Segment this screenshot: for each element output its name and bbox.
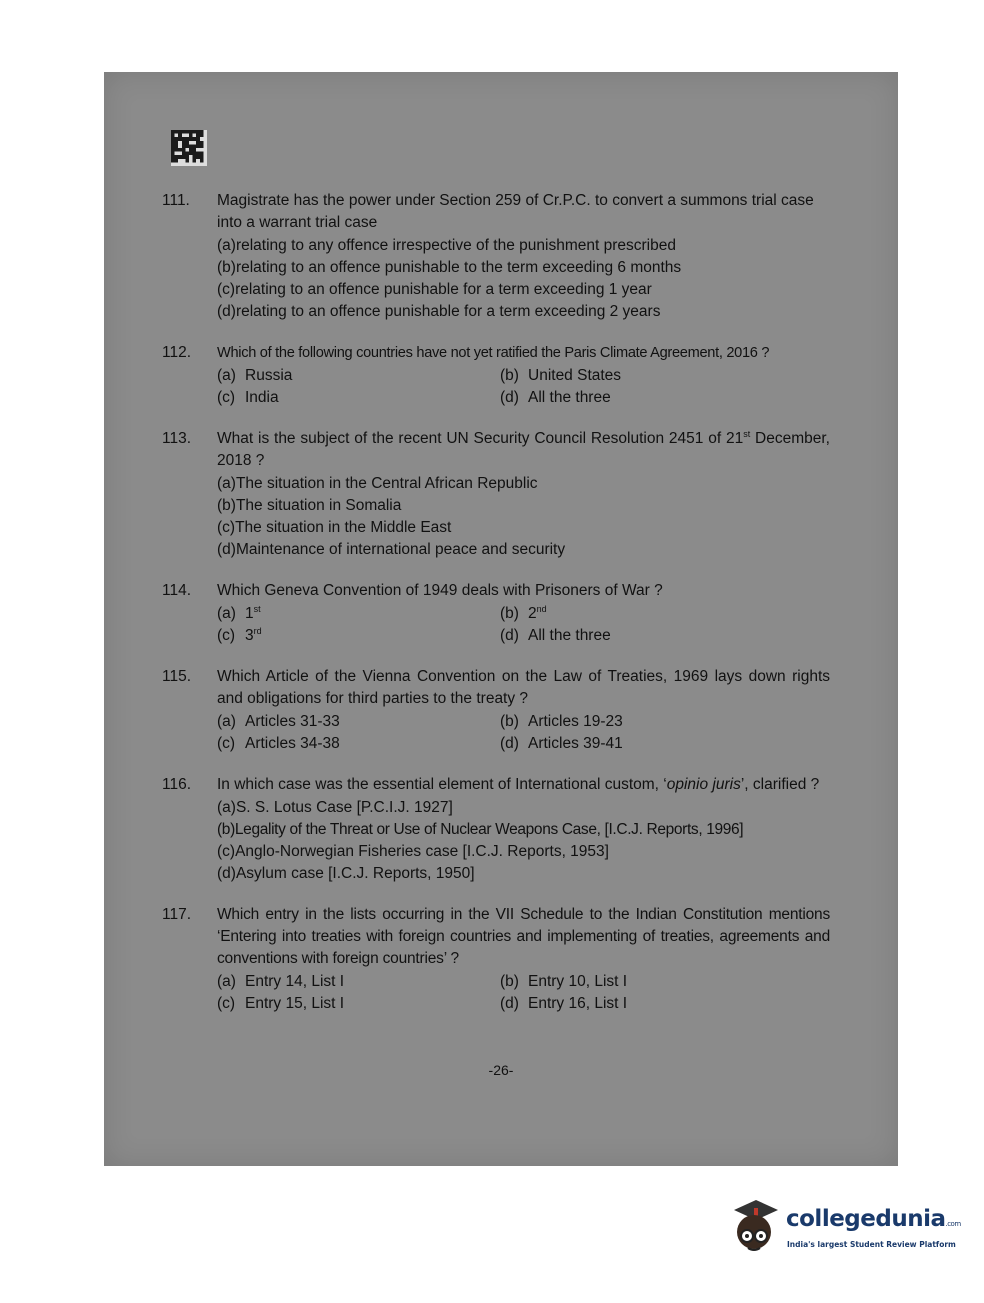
option-c: (c) Entry 15, List I: [217, 995, 345, 1012]
option-d: (d)Maintenance of international peace and security: [217, 541, 566, 558]
page-number: -26-: [488, 1062, 514, 1078]
qr-code-icon: [170, 130, 208, 166]
option-d: (d) Articles 39-41: [500, 735, 623, 752]
option-a: (a)The situation in the Central African Republic: [217, 475, 538, 492]
option-b: (b) Articles 19-23: [500, 713, 623, 730]
question-number: 117.: [162, 906, 192, 923]
option-a: (a)S. S. Lotus Case [P.C.I.J. 1927]: [217, 799, 453, 816]
option-a: (a) Articles 31-33: [217, 713, 340, 730]
question-text: In which case was the essential element of International custom, ‘opinio juris’, clarified ?: [217, 776, 820, 793]
mascot-icon: [726, 1196, 784, 1258]
question-117: [162, 904, 830, 1015]
option-b: (b) 2nd: [500, 603, 547, 622]
question-113: [162, 428, 830, 561]
question-number: 113.: [162, 430, 192, 447]
option-a: (a)relating to any offence irrespective of the punishment prescribed: [217, 237, 676, 254]
brand-suffix: .com: [945, 1220, 961, 1228]
option-c: (c) India: [217, 389, 279, 406]
question-number: 112.: [162, 344, 192, 361]
brand-logo: [726, 1196, 961, 1266]
option-d: (d) All the three: [500, 627, 611, 644]
question-text: What is the subject of the recent UN Security Council Resolution 2451 of 21st December, 2018 ?: [217, 428, 830, 469]
question-text: Magistrate has the power under Section 259 of Cr.P.C. to convert a summons trial case into a warrant trial case: [217, 192, 814, 231]
option-c: (c) Articles 34-38: [217, 735, 340, 752]
question-116: [162, 774, 830, 885]
brand-name: collegedunia: [786, 1206, 946, 1232]
question-text: Which Geneva Convention of 1949 deals with Prisoners of War ?: [217, 582, 663, 599]
question-text: Which entry in the lists occurring in the VII Schedule to the Indian Constitution mentions ‘Entering into treaties with foreign countries and implementing of treaties, agreements and conventions with foreign countries’ ?: [217, 906, 830, 967]
question-112: [162, 342, 830, 409]
question-text: Which Article of the Vienna Convention on the Law of Treaties, 1969 lays down rights and obligations for third parties to the treaty ?: [217, 668, 830, 707]
option-b: (b)relating to an offence punishable to the term exceeding 6 months: [217, 259, 682, 276]
question-111: [162, 190, 830, 323]
option-d: (d) All the three: [500, 389, 611, 406]
option-c: (c)relating to an offence punishable for a term exceeding 1 year: [217, 281, 652, 298]
option-d: (d)relating to an offence punishable for a term exceeding 2 years: [217, 303, 661, 320]
question-number: 111.: [162, 192, 190, 209]
option-b: (b)Legality of the Threat or Use of Nuclear Weapons Case, [I.C.J. Reports, 1996]: [217, 821, 744, 838]
question-number: 116.: [162, 776, 192, 793]
option-c: (c)Anglo-Norwegian Fisheries case [I.C.J. Reports, 1953]: [217, 843, 609, 860]
question-114: [162, 580, 830, 647]
option-b: (b)The situation in Somalia: [217, 497, 402, 514]
question-number: 115.: [162, 668, 192, 685]
option-c: (c) 3rd: [217, 625, 262, 644]
brand-tagline: India's largest Student Review Platform: [787, 1240, 956, 1249]
option-a: (a) Entry 14, List I: [217, 973, 345, 990]
option-a: (a) 1st: [217, 603, 261, 622]
question-number: 114.: [162, 582, 192, 599]
question-115: [162, 666, 830, 755]
scanned-page: [104, 72, 898, 1166]
option-b: (b) United States: [500, 367, 622, 384]
question-list: [162, 190, 830, 1034]
option-a: (a) Russia: [217, 367, 293, 384]
question-text: Which of the following countries have not yet ratified the Paris Climate Agreement, 2016 ?: [217, 345, 770, 361]
option-d: (d)Asylum case [I.C.J. Reports, 1950]: [217, 865, 475, 882]
option-c: (c)The situation in the Middle East: [217, 519, 452, 536]
option-d: (d) Entry 16, List I: [500, 995, 628, 1012]
option-b: (b) Entry 10, List I: [500, 973, 628, 990]
